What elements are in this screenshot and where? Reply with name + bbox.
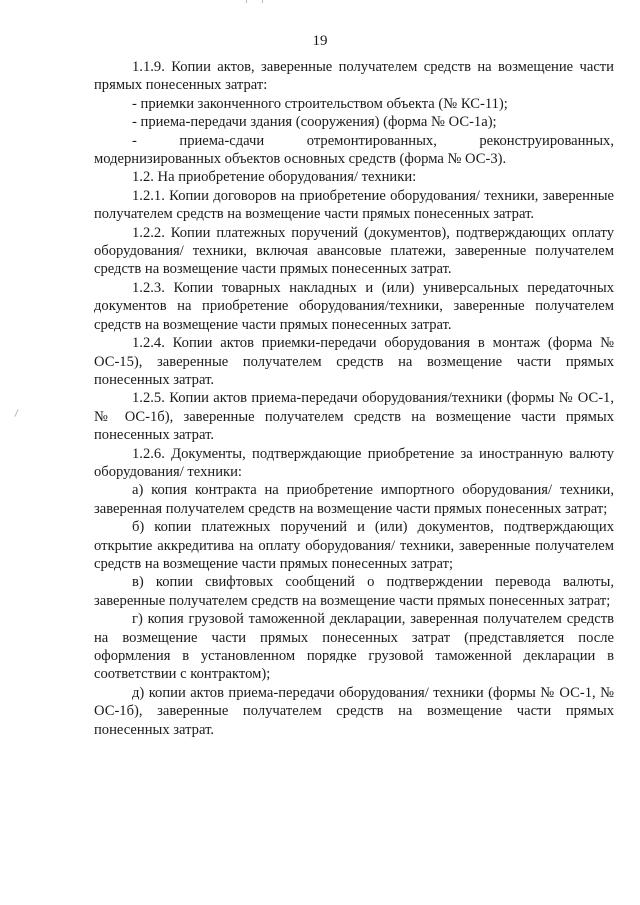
scan-artifact-top [246, 0, 247, 3]
paragraph-1-2-3: 1.2.3. Копии товарных накладных и (или) универсальных передаточных документов на приобретение оборудования/техники, заверенные получателем средств на возмещение части прямых понесенных затрат. [94, 279, 614, 333]
list-item-g: г) копия грузовой таможенной декларации, заверенная получателем средств на возмещение части прямых понесенных затрат (представляется после оформления в установленном порядке грузовой таможенной декларации в соответствии с контрактом); [94, 611, 614, 683]
paragraph-1-2-5: 1.2.5. Копии актов приема-передачи оборудования/техники (формы № ОС-1, № ОС-1б), заверенные получателем средств на возмещение части прямых понесенных затрат. [94, 390, 614, 444]
list-item-os-3: - приема-сдачи отремонтированных, реконструированных, модернизированных объектов основных средств (форма № ОС-3). [94, 132, 614, 168]
paragraph-1-2-1: 1.2.1. Копии договоров на приобретение оборудования/ техники, заверенные получателем средств на возмещение части прямых понесенных затрат. [94, 187, 614, 223]
list-item-os-1a: - приема-передачи здания (сооружения) (форма № ОС-1а); [132, 114, 497, 131]
scan-artifact-left [14, 409, 18, 417]
list-item-v: в) копии свифтовых сообщений о подтверждении перевода валюты, заверенные получателем средств на возмещение части прямых понесенных затрат; [94, 574, 614, 609]
list-item-d: д) копии актов приема-передачи оборудования/ техники (формы № ОС-1, № ОС-1б), заверенные получателем средств на возмещение части прямых понесенных затрат. [94, 684, 614, 738]
paragraph-1-2-6: 1.2.6. Документы, подтверждающие приобретение за иностранную валюту оборудования/ техники: [94, 445, 614, 480]
paragraph-1-2-2: 1.2.2. Копии платежных поручений (документов), подтверждающих оплату оборудования/ техники, включая авансовые платежи, заверенные получателем средств на возмещение части прямых понесенных затрат. [94, 224, 614, 278]
scan-artifact-top [262, 0, 263, 3]
paragraph-1-2-4: 1.2.4. Копии актов приемки-передачи оборудования в монтаж (форма № ОС-15), заверенные получателем средств на возмещение части прямых понесенных затрат. [94, 335, 614, 388]
list-item-ks-11: - приемки законченного строительством объекта (№ КС-11); [132, 95, 508, 112]
section-heading-1-2: 1.2. На приобретение оборудования/ техники: [132, 169, 417, 186]
page-number: 19 [312, 33, 328, 49]
list-item-b: б) копии платежных поручений и (или) документов, подтверждающих открытие аккредитива на оплату оборудования/ техники, заверенные получателем средств на возмещение части прямых понесенных затрат; [94, 519, 614, 572]
paragraph-1-1-9: 1.1.9. Копии актов, заверенные получателем средств на возмещение части прямых понесенных затрат: [94, 59, 614, 94]
list-item-a: а) копия контракта на приобретение импортного оборудования/ техники, заверенная получателем средств на возмещение части прямых понесенных затрат; [94, 482, 614, 517]
document-body [94, 58, 614, 739]
